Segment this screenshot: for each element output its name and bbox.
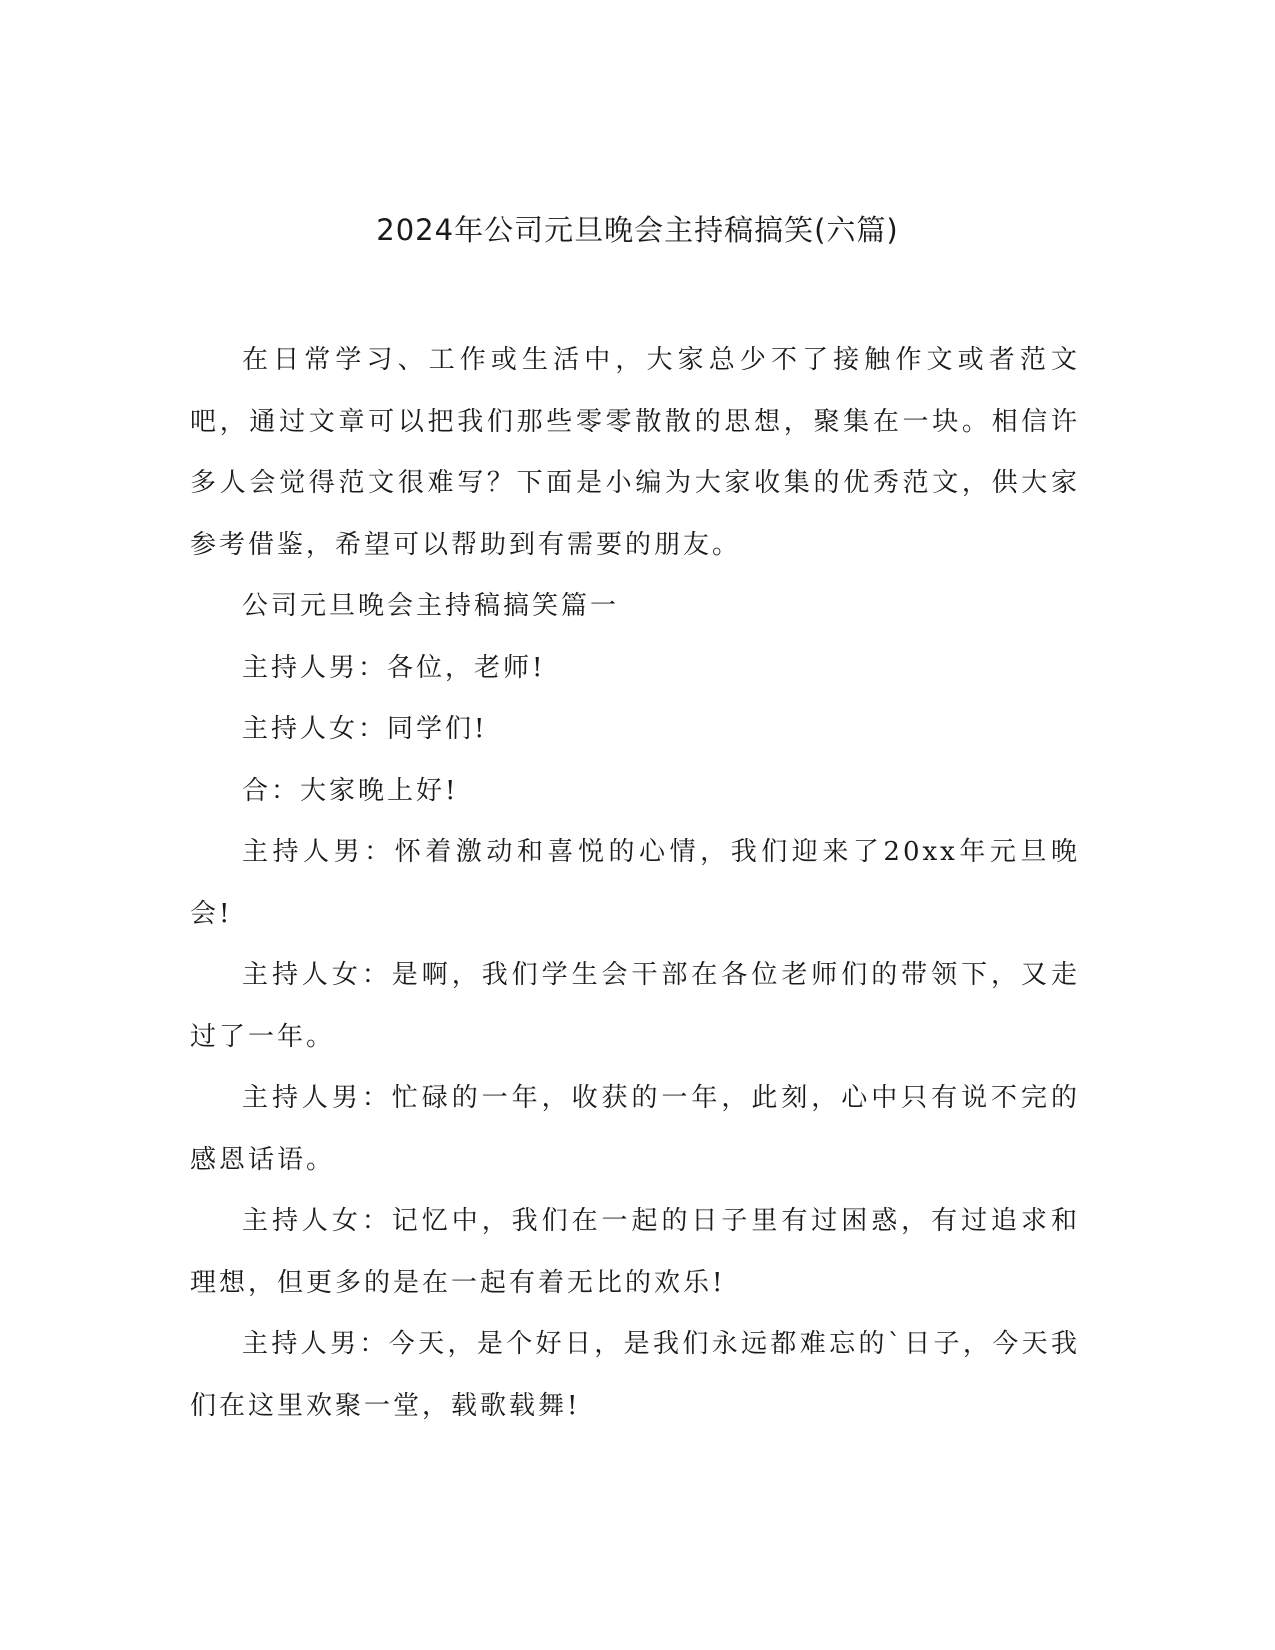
document-body [190,330,1080,1437]
section-heading: 公司元旦晚会主持稿搞笑篇一 [242,591,620,621]
dialogue-line: 合：大家晚上好! [242,775,459,806]
dialogue-line: 主持人男：各位，老师! [242,652,546,683]
dialogue-line: 主持人女：记忆中，我们在一起的日子里有过困惑，有过追求和理想，但更多的是在一起有着无比的欢乐! [190,1206,1080,1298]
dialogue-line: 主持人男：今天，是个好日，是我们永远都难忘的`日子，今天我们在这里欢聚一堂，载歌载舞! [190,1329,1080,1421]
document-title: 2024年公司元旦晚会主持稿搞笑(六篇) [376,213,899,247]
dialogue-line: 主持人男：忙碌的一年，收获的一年，此刻，心中只有说不完的感恩话语。 [190,1083,1080,1175]
intro-paragraph: 在日常学习、工作或生活中，大家总少不了接触作文或者范文吧，通过文章可以把我们那些零零散散的思想，聚集在一块。相信许多人会觉得范文很难写？下面是小编为大家收集的优秀范文，供大家参考借鉴，希望可以帮助到有需要的朋友。 [190,345,1080,560]
dialogue-line: 主持人女：是啊，我们学生会干部在各位老师们的带领下，又走过了一年。 [190,960,1080,1052]
dialogue-line: 主持人男：怀着激动和喜悦的心情，我们迎来了20xx年元旦晚会! [190,837,1080,929]
dialogue-line: 主持人女：同学们! [242,714,488,744]
